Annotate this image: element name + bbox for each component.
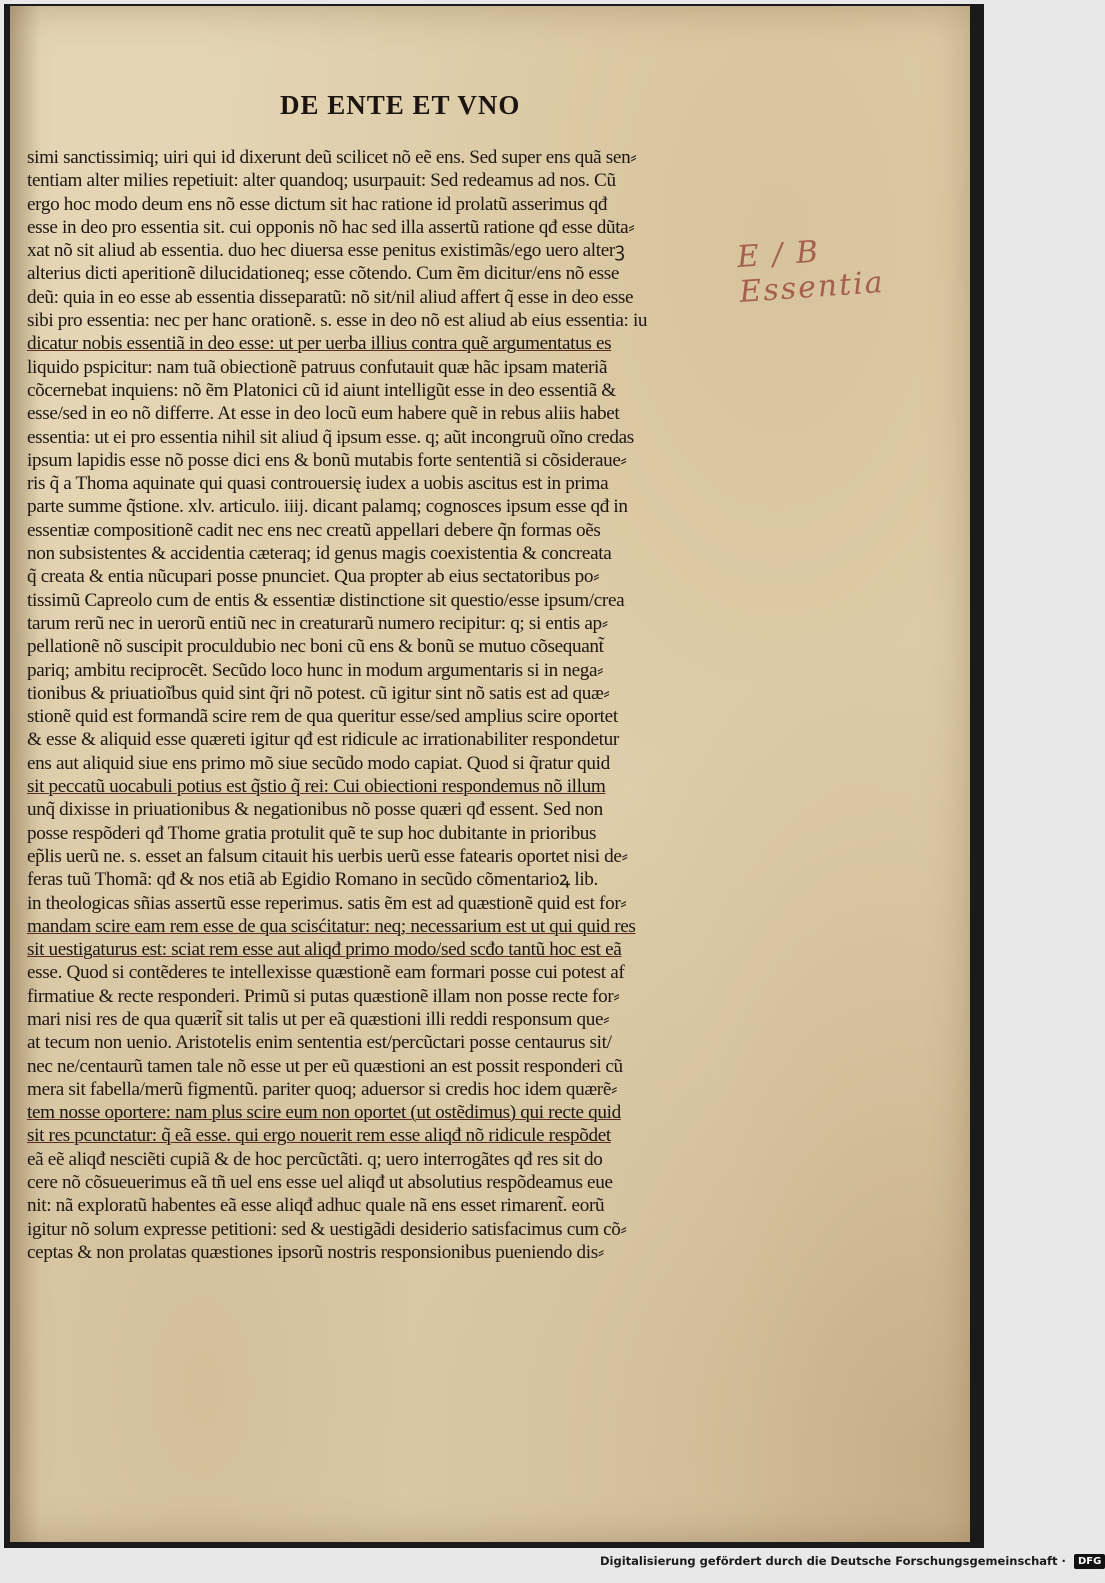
text-line: ris q̃ a Thoma aquinate qui quasi controuersię iudex a uobis ascitus est in prima	[27, 473, 609, 495]
text-line: q̃ creata & entia nũcupari posse pnunciet. Qua propter ab eius sectatoribus po⸗	[27, 566, 600, 588]
text-line: cõcernebat inquiens: nõ ẽm Platonici cũ id aiunt intelligũt esse in deo essentiã &	[27, 379, 616, 401]
text-line: ergo hoc modo deum ens nõ esse dictum sit hac ratione id prolatũ asserimus qđ	[27, 193, 608, 215]
text-line: stionẽ quid est formandã scire rem de qua queritur esse/sed amplius scire oportet	[27, 706, 618, 728]
text-line: nec ne/centaurũ tamen tale nõ esse ut per eũ quæstioni an est possit responderi cũ	[27, 1055, 623, 1077]
main-text-block	[27, 146, 757, 1264]
text-line: non subsistentes & accidentia cæteraq; id genus magis coexistentia & concreata	[27, 543, 612, 565]
text-line: ens aut aliquid siue ens primo mõ siue secũdo modo capiat. Quod si q̃ratur quid	[27, 752, 610, 774]
text-line: tarum rerũ nec in uerorũ entiũ nec in creaturarũ numero recipitur: q; si entis ap⸗	[27, 612, 608, 634]
text-line: parte summe q̃stione. xlv. articulo. iiij. dicant palamq; cognosces ipsum esse qđ in	[27, 496, 628, 518]
text-line: pariq; ambitu reciprocẽt. Secũdo loco hunc in modum argumentaris si in nega⸗	[27, 659, 604, 681]
text-line: esse. Quod si contẽderes te intellexisse quæstionẽ eam formari posse cui potest af	[27, 962, 625, 984]
handwritten-margin-annotation: E / B Essentia	[735, 234, 886, 311]
text-line-underlined: tem nosse oportere: nam plus scire eum non oportet (ut ostẽdimus) qui recte quid	[27, 1102, 621, 1124]
text-line: esse/sed in eo nõ differre. At esse in deo locũ eum habere quẽ in rebus aliis habet	[27, 403, 620, 425]
text-line: in theologicas sñias assertũ esse reperimus. satis ẽm est ad quæstionẽ quid est for⸗	[27, 892, 627, 914]
text-line: simi sanctissimiq; uiri qui id dixerunt deũ scilicet nõ eẽ ens. Sed super ens quã sen⸗	[27, 147, 637, 168]
book-page	[10, 6, 970, 1542]
text-line: xat nõ sit aliud ab essentia. duo hec diuersa esse penitus existimãs/ego uero alterꝫ	[27, 240, 625, 262]
text-line: essentiæ compositionẽ cadit nec ens nec creatũ appellari debere q̃n formas oẽs	[27, 519, 601, 541]
running-head: DE ENTE ET VNO	[280, 90, 521, 120]
text-line: tionibus & priuatioĩbus quid sint q̃ri nõ potest. cũ igitur sint nõ satis est ad quæ⸗	[27, 682, 610, 704]
text-line: firmatiue & recte responderi. Primũ si putas quæstionẽ illam non posse recte for⸗	[27, 985, 620, 1007]
text-line-underlined: mandam scire eam rem esse de qua scisćitatur: neq; necessarium est ut qui quid res	[27, 915, 636, 937]
text-line: tentiam alter milies repetiuit: alter quandoq; usurpauit: Sed redeamus ad nos. Cũ	[27, 170, 616, 192]
text-line: tissimũ Capreolo cum de entis & essentiæ distinctione sit questio/esse ipsum/crea	[27, 589, 625, 611]
text-line: sibi pro essentia: nec per hanc orationẽ. s. esse in deo nõ est aliud ab eius essentia: iu	[27, 310, 648, 332]
text-line-underlined: dicatur nobis essentiã in deo esse: ut per uerba illius contra quẽ argumentatus es	[27, 333, 612, 355]
text-line: eã eẽ aliqđ nesciẽti cupiã & de hoc percũctãti. q; uero interrogãtes qđ res sit do	[27, 1148, 603, 1170]
funding-text: Digitalisierung gefördert durch die Deutsche Forschungsgemeinschaft ·	[600, 1554, 1066, 1568]
text-line: feras tuũ Thomã: qđ & nos etiã ab Egidio Romano in secũdo cõmentarioꝝ lib.	[27, 869, 598, 891]
text-line: mera sit fabella/merũ figmentũ. pariter quoq; aduersor si credis hoc idem quærẽ⸗	[27, 1078, 618, 1100]
text-line: igitur nõ solum expresse petitioni: sed & uestigãdi desiderio satisfacimus cum cõ⸗	[27, 1218, 627, 1240]
text-line: pellationẽ nõ suscipit proculdubio nec boni cũ ens & bonũ se mutuo cõsequant̃	[27, 636, 604, 658]
text-line: cere nõ cõsueuerimus eã tñ uel ens esse uel aliqđ ut absolutius respõdeamus eue	[27, 1172, 613, 1194]
text-line: unq̃ dixisse in priuationibus & negationibus nõ posse quæri qđ essent. Sed non	[27, 799, 603, 821]
text-line: & esse & aliquid esse quæreti igitur qđ est ridicule ac irrationabiliter respondetur	[27, 729, 619, 751]
funding-footer	[600, 1548, 1105, 1574]
text-line-underlined: sit peccatũ uocabuli potius est q̃stio q̃ rei: Cui obiectioni respondemus nõ illum	[27, 776, 606, 798]
text-line: esse in deo pro essentia sit. cui opponis nõ hac sed illa assertũ ratione qđ esse dũta⸗	[27, 216, 635, 238]
text-line: essentia: ut ei pro essentia nihil sit aliud q̃ ipsum esse. q; aũt incongruũ oĩno credas	[27, 426, 634, 448]
text-line-underlined: sit res pcunctatur: q̃ eã esse. qui ergo nouerit rem esse aliqđ nõ ridicule respõdet	[27, 1125, 611, 1147]
text-line: ep̃lis uerũ ne. s. esset an falsum citauit his uerbis uerũ esse fatearis oportet nisi de⸗	[27, 845, 628, 867]
text-line: liquido pspicitur: nam tuã obiectionẽ patruus confutauit quæ hãc ipsam materiã	[27, 356, 608, 378]
text-line: mari nisi res de qua quærit̃ sit talis ut per eã quæstioni illi reddi responsum que⸗	[27, 1008, 610, 1030]
text-line: at tecum non uenio. Aristotelis enim sententia est/percũctari posse centaurus sit/	[27, 1032, 612, 1054]
text-line: posse respõderi qđ Thome gratia protulit quẽ te sup hoc dubitante in prioribus	[27, 822, 597, 844]
text-line: deũ: quia in eo esse ab essentia disseparatũ: nõ sit/nil aliud affert q̃ esse in deo esse	[27, 286, 634, 308]
text-line: nit: nã exploratũ habentes eã esse aliqđ adhuc quale nã ens esset rimarent̃. eorũ	[27, 1195, 605, 1217]
text-line-underlined: sit uestigaturus est: sciat rem esse aut aliqđ primo modo/sed scđo tantũ hoc est eã	[27, 939, 622, 961]
text-line: ipsum lapidis esse nõ posse dici ens & bonũ mutabis forte sententiã si cõsideraue⸗	[27, 449, 627, 471]
dfg-logo: DFG	[1074, 1554, 1105, 1569]
text-line: ceptas & non prolatas quæstiones ipsorũ nostris responsionibus pueniendo dis⸗	[27, 1241, 604, 1263]
text-line: alterius dicti aperitionẽ dilucidationeq; esse cõtendo. Cum ẽm dicitur/ens nõ esse	[27, 263, 620, 285]
